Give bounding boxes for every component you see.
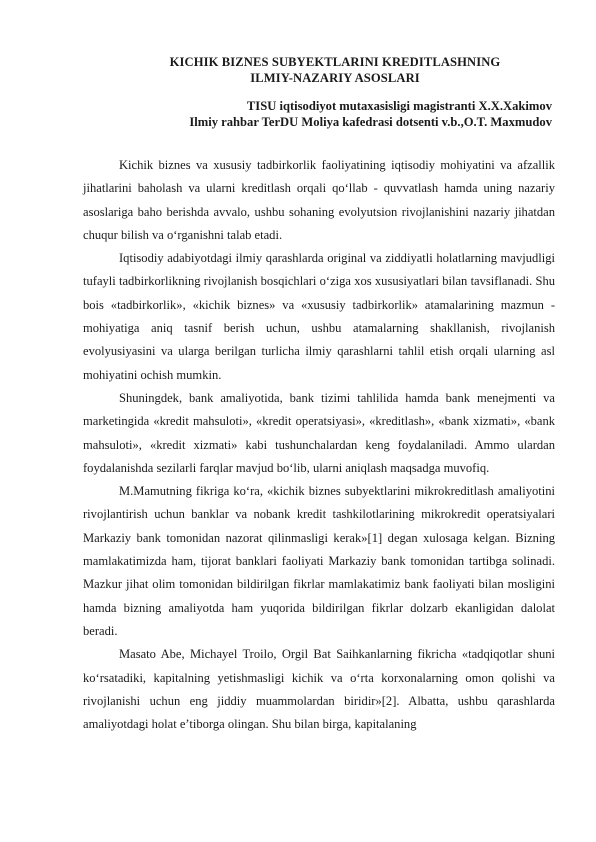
title-line-1: KICHIK BIZNES SUBYEKTLARINI KREDITLASHNING — [169, 55, 501, 69]
author-line-2: Ilmiy rahbar TerDU Moliya kafedrasi dotsenti v.b.,O.T. Maxmudov — [189, 115, 552, 129]
paragraph-4: M.Mamutning fikriga ko‘ra, «kichik biznes subyektlarini mikrokreditlash amaliyotini rivojlantirish uchun banklar va nobank kredit tashkilotlarining mikrokredit operatsiyalari Markaziy bank tomonidan nazorat qilinmasligi kerak»[1] degan xulosaga kelgan. Bizning mamlakatimizda ham, tijorat banklari faoliyati Markaziy bank tomonidan tartibga solinadi. Mazkur jihat olim tomonidan bildirilgan fikrlar mamlakatimiz bank faoliyati bilan mosligini hamda bizning amaliyotda ham yuqorida bildirilgan fikrlar dolzarb ekanligidan dalolat beradi. — [83, 484, 555, 638]
paragraph-2: Iqtisodiy adabiyotdagi ilmiy qarashlarda original va ziddiyatli holatlarning mavjudligi tufayli tadbirkorlikning rivojlanish bosqichlari o‘ziga xos xususiyatlari bilan tavsiflanadi. Shu bois «tadbirkorlik», «kichik biznes» va «xususiy tadbirkorlik» atamalarining mazmun - mohiyatiga aniq tasnif berish uchun, ushbu atamalarning shakllanish, rivojlanish evolyusiyasini va ularga berilgan turlicha ilmiy qarashlarni tahlil etish orqali ularning asl mohiyatini ochish mumkin. — [83, 251, 555, 382]
author-line-1: TISU iqtisodiyot mutaxasisligi magistranti X.X.Xakimov — [246, 99, 552, 113]
paper-title — [70, 55, 596, 86]
title-line-2: ILMIY-NAZARIY ASOSLARI — [250, 70, 420, 85]
body-text — [83, 154, 555, 736]
paragraph-1: Kichik biznes va xususiy tadbirkorlik faoliyatining iqtisodiy mohiyatini va afzallik jihatlarini baholash va ularni kreditlash orqali qo‘llab - quvvatlash hamda uning nazariy asoslariga baho berishda avvalo, ushbu sohaning evolyutsion rivojlanishini nazariy jihatdan chuqur bilish va o‘rganishni talab etadi. — [83, 158, 555, 242]
paragraph-5: Masato Abe, Michayel Troilo, Orgil Bat Saihkanlarning fikricha «tadqiqotlar shuni ko‘rsatadiki, kapitalning yetishmasligi kichik va o‘rta korxonalarning omon qolishi va rivojlanishi uchun eng jiddiy muammolardan biridir»[2]. Albatta, ushbu qarashlarda amaliyotdagi holat e’tiborga olingan. Shu bilan birga, kapitalaning — [83, 647, 555, 732]
paragraph-3: Shuningdek, bank amaliyotida, bank tizimi tahlilida hamda bank menejmenti va marketingida «kredit mahsuloti», «kredit operatsiyasi», «kreditlash», «bank xizmati», «bank mahsuloti», «kredit xizmati» kabi tushunchalardan keng foydalaniladi. Ammo ulardan foydalanishda sezilarli farqlar mavjud bo‘lib, ularni aniqlash maqsadga muvofiq. — [83, 390, 555, 475]
author-block — [82, 98, 552, 130]
